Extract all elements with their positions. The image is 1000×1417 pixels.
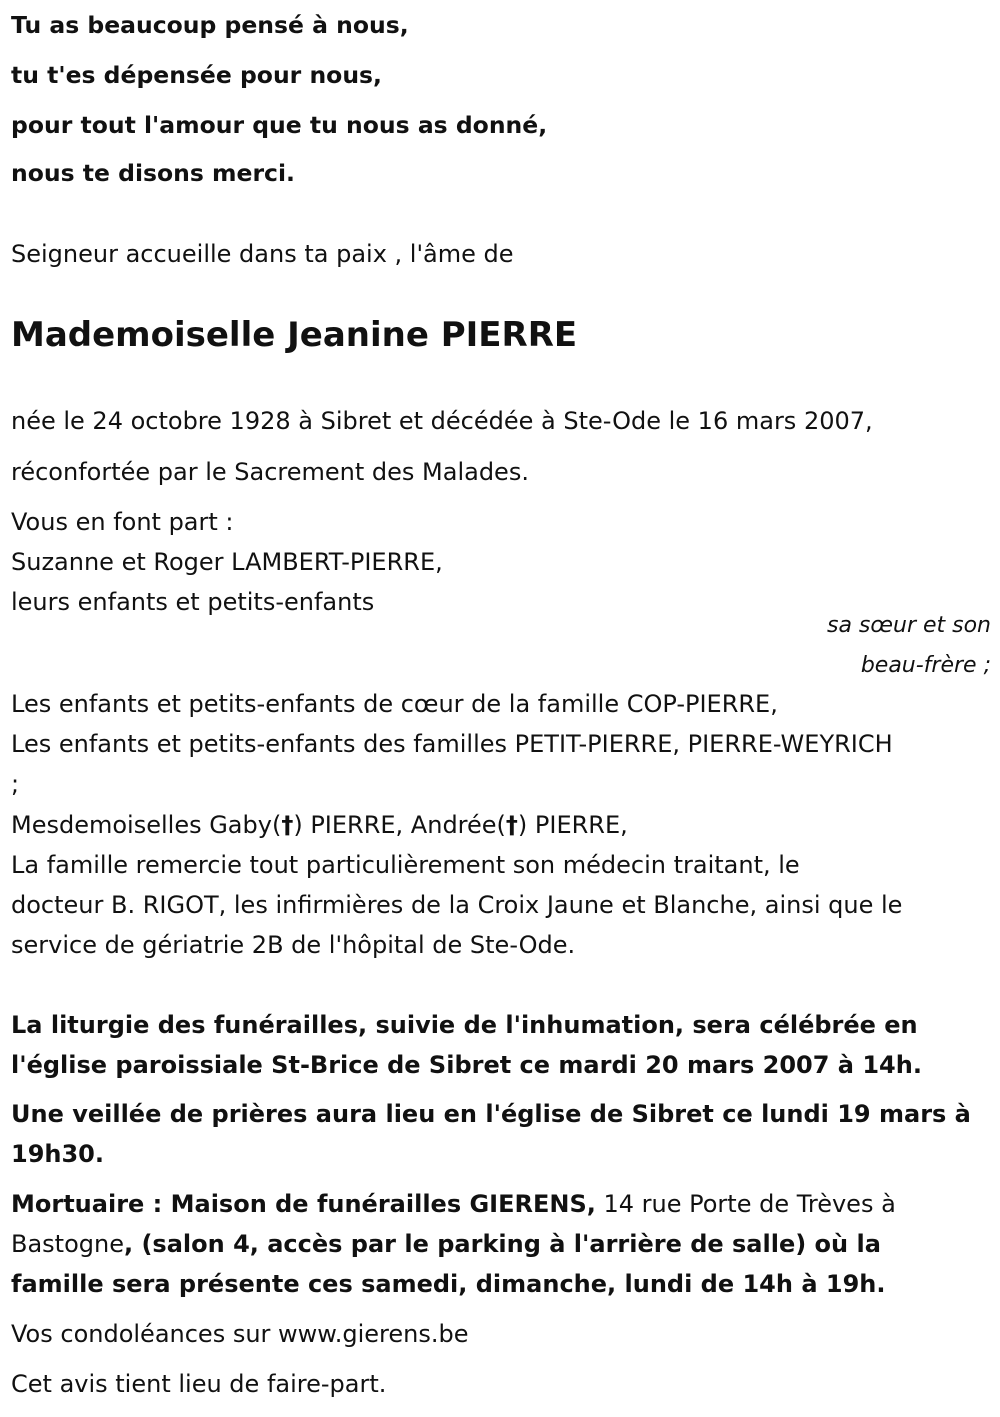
poem-line-3: pour tout l'amour que tu nous as donné,	[11, 111, 548, 139]
family-line-end: ;	[11, 770, 20, 798]
sacrament-line: réconfortée par le Sacrement des Malades.	[11, 458, 529, 486]
cross-icon: †	[281, 811, 294, 839]
poem-line-1: Tu as beaucoup pensé à nous,	[11, 11, 409, 39]
mesdemoiselles-suffix: ) PIERRE,	[517, 811, 628, 839]
condolences-line: Vos condoléances sur www.gierens.be	[11, 1320, 469, 1348]
vigil-line-1: Une veillée de prières aura lieu en l'église de Sibret ce lundi 19 mars à	[11, 1100, 971, 1128]
poem-line-4: nous te disons merci.	[11, 159, 295, 187]
mesdemoiselles-prefix: Mesdemoiselles Gaby(	[11, 811, 282, 839]
mortuary-address-1: 14 rue Porte de Trèves à	[595, 1190, 896, 1218]
cross-icon: †	[505, 811, 518, 839]
family-mesdemoiselles	[11, 813, 628, 837]
family-relation-line-1: sa sœur et son	[826, 613, 991, 638]
thanks-line-1: La famille remercie tout particulièrement son médecin traitant, le	[11, 851, 800, 879]
poem-line-2: tu t'es dépensée pour nous,	[11, 61, 382, 89]
family-sister-children: leurs enfants et petits-enfants	[11, 588, 375, 616]
mortuary-line-2	[11, 1232, 881, 1256]
mortuary-details-2: famille sera présente ces samedi, dimanche, lundi de 14h à 19h.	[11, 1270, 886, 1298]
thanks-line-2: docteur B. RIGOT, les infirmières de la Croix Jaune et Blanche, ainsi que le	[11, 891, 903, 919]
mortuary-line-1	[11, 1192, 896, 1216]
family-petit-pierre: Les enfants et petits-enfants des familles PETIT-PIERRE, PIERRE-WEYRICH	[11, 730, 893, 758]
mesdemoiselles-mid: ) PIERRE, Andrée(	[293, 811, 506, 839]
notice-line: Cet avis tient lieu de faire-part.	[11, 1370, 387, 1398]
mortuary-address-2: Bastogne	[11, 1230, 124, 1258]
vigil-line-2: 19h30.	[11, 1140, 104, 1168]
birth-death-line: née le 24 octobre 1928 à Sibret et décédée à Ste-Ode le 16 mars 2007,	[11, 407, 873, 435]
mortuary-details-1: , (salon 4, accès par le parking à l'arrière de salle) où la	[123, 1230, 881, 1258]
funeral-line-2: l'église paroissiale St-Brice de Sibret ce mardi 20 mars 2007 à 14h.	[11, 1051, 922, 1079]
thanks-line-3: service de gériatrie 2B de l'hôpital de Ste-Ode.	[11, 931, 576, 959]
family-relation-line-2: beau-frère ;	[860, 653, 991, 678]
funeral-line-1: La liturgie des funérailles, suivie de l'inhumation, sera célébrée en	[11, 1011, 918, 1039]
family-cop-pierre: Les enfants et petits-enfants de cœur de la famille COP-PIERRE,	[11, 690, 778, 718]
family-sister-names: Suzanne et Roger LAMBERT-PIERRE,	[11, 548, 443, 576]
intro-text: Seigneur accueille dans ta paix , l'âme de	[11, 240, 514, 268]
mortuary-label: Mortuaire : Maison de funérailles GIERENS,	[11, 1190, 596, 1218]
deceased-name: Mademoiselle Jeanine PIERRE	[11, 315, 578, 355]
announce-intro: Vous en font part :	[11, 508, 234, 536]
